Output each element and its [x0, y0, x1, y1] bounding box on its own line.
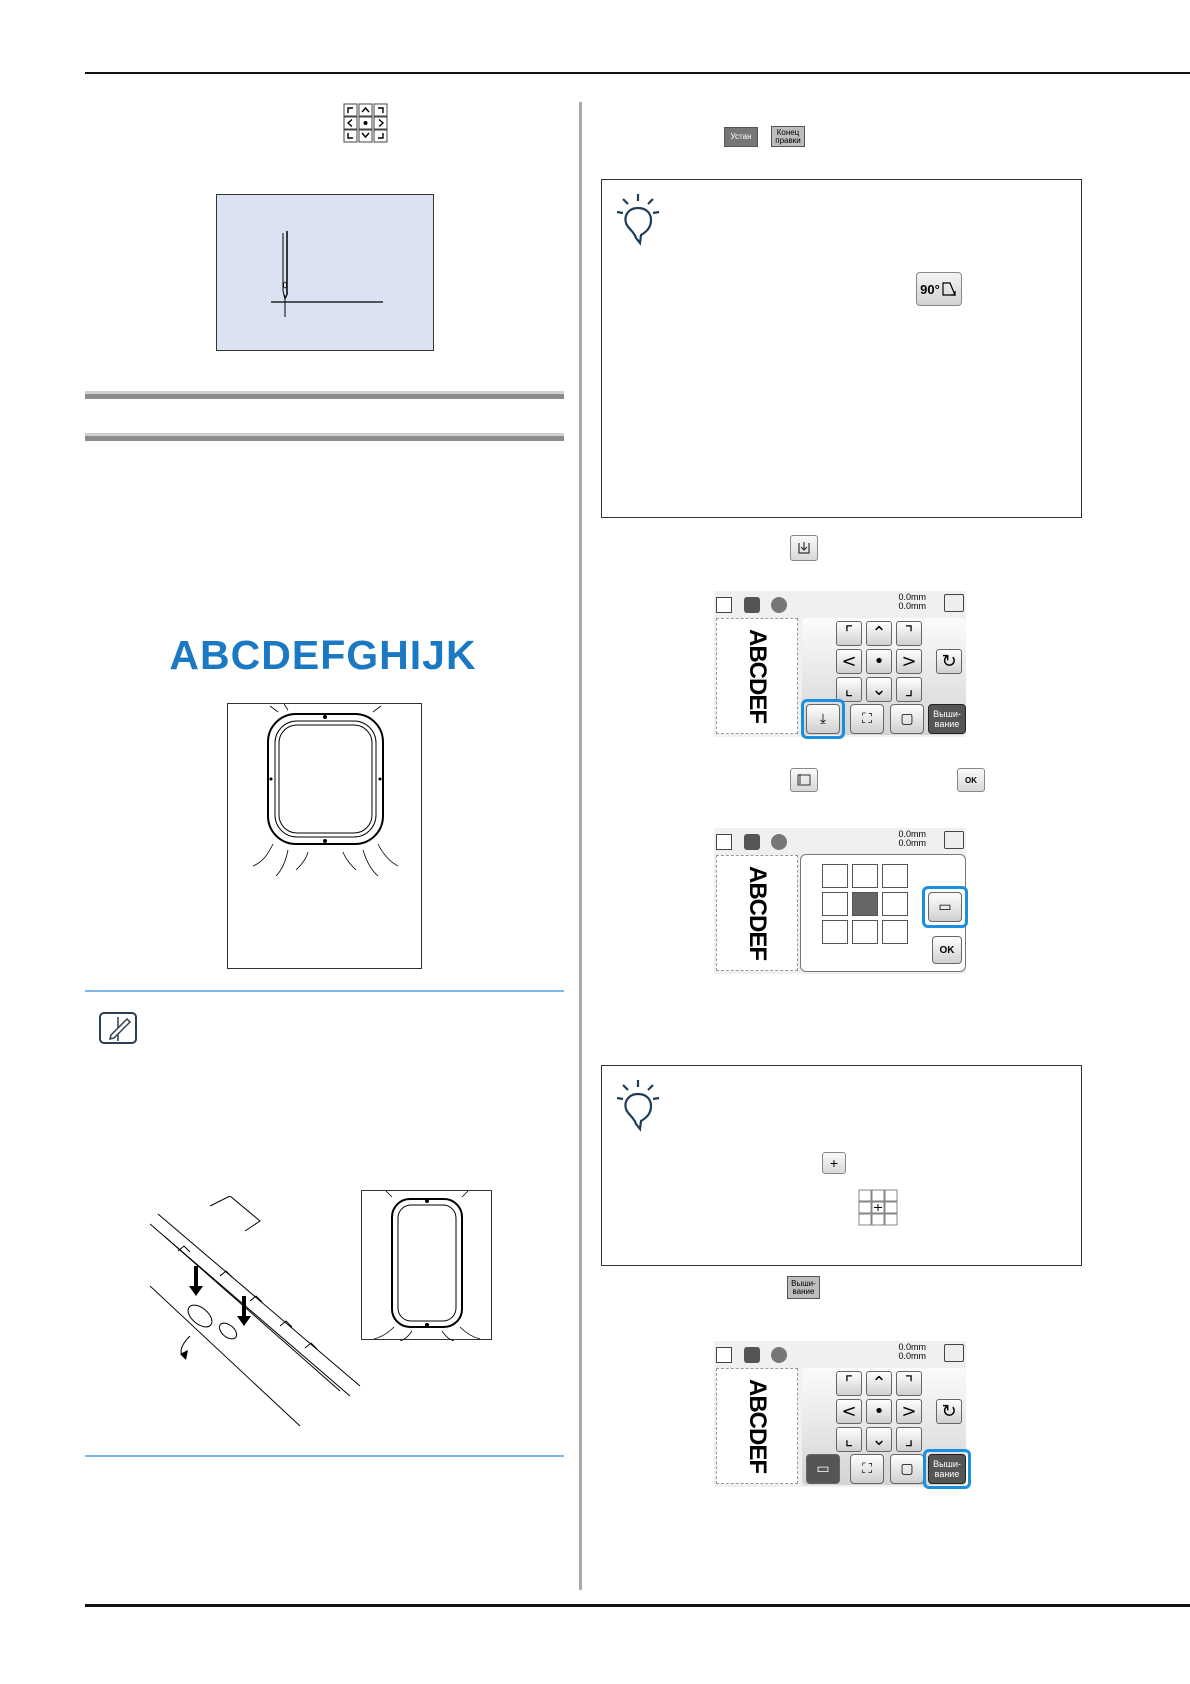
embroidery-button-1[interactable]: Выши- вание	[928, 704, 966, 734]
rotate-90-key-icon: 90°	[916, 272, 962, 306]
move-center-button[interactable]: •	[866, 649, 892, 674]
end-edit-key-icon: Конец правки	[771, 126, 805, 147]
position-readout: 0.0mm 0.0mm	[898, 1342, 926, 1361]
move-right-button[interactable]: >	[896, 1399, 922, 1424]
move-down-left-button[interactable]: ⌞	[836, 1427, 862, 1452]
memo-icon	[97, 1007, 139, 1049]
frame-attach-illustration	[150, 1196, 365, 1426]
design-preview: ABCDEF	[716, 618, 798, 734]
move-up-left-button[interactable]: ⌜	[836, 621, 862, 646]
move-down-left-button[interactable]: ⌞	[836, 677, 862, 702]
bobbin-icon	[771, 597, 787, 613]
column-divider	[579, 102, 582, 1590]
layout-icon	[716, 834, 732, 850]
needle-position-illustration	[216, 194, 434, 351]
start-center-button[interactable]	[852, 892, 878, 916]
start-point-button[interactable]: ▭	[806, 1454, 840, 1484]
frame-icon	[944, 594, 964, 612]
move-up-button[interactable]: ⌃	[866, 621, 892, 646]
note-box-1	[601, 179, 1082, 518]
thread-color-icon	[744, 597, 760, 613]
bobbin-icon	[771, 1347, 787, 1363]
set-key-icon: Устан	[724, 127, 758, 147]
layout-icon	[716, 1347, 732, 1363]
move-down-right-button[interactable]: ⌟	[896, 677, 922, 702]
position-readout: 0.0mm 0.0mm	[898, 592, 926, 611]
basting-button[interactable]: ▢	[890, 1454, 924, 1484]
hoop-illustration	[227, 703, 422, 969]
start-top-right-button[interactable]	[882, 864, 908, 888]
highlight-ring	[922, 886, 968, 928]
frame-icon	[944, 831, 964, 849]
highlight-ring	[801, 699, 845, 739]
move-left-button[interactable]: <	[836, 1399, 862, 1424]
needle-drop-key-icon	[790, 535, 818, 561]
center-point-key-icon: +	[822, 1152, 846, 1174]
move-up-button[interactable]: ⌃	[866, 1371, 892, 1396]
embroidery-button-3[interactable]: Выши- вание	[928, 1454, 966, 1484]
frame-icon	[944, 1344, 964, 1362]
ok-key-icon: OK	[957, 768, 985, 792]
start-top-left-button[interactable]	[822, 864, 848, 888]
lcd-screen-1	[714, 591, 966, 737]
start-middle-right-button[interactable]	[882, 892, 908, 916]
design-preview: ABCDEF	[716, 855, 798, 971]
move-up-right-button[interactable]: ⌝	[896, 621, 922, 646]
memo-top-rule	[85, 990, 564, 992]
start-point-key-icon	[790, 768, 818, 792]
move-right-button[interactable]: >	[896, 649, 922, 674]
trial-button[interactable]: ⛶	[850, 1454, 884, 1484]
small-hoop-illustration	[361, 1190, 492, 1340]
rotate-button[interactable]: ↻	[936, 649, 962, 674]
move-down-right-button[interactable]: ⌟	[896, 1427, 922, 1452]
bobbin-icon	[771, 834, 787, 850]
top-rule	[85, 72, 1190, 74]
ok-button[interactable]: OK	[932, 936, 962, 964]
highlight-ring	[923, 1449, 971, 1489]
start-bottom-right-button[interactable]	[882, 920, 908, 944]
needle-drop-button[interactable]: ⤓	[806, 704, 840, 734]
move-left-button[interactable]: <	[836, 649, 862, 674]
alphabet-sample: ABCDEFGHIJK	[169, 632, 477, 678]
move-center-button[interactable]: •	[866, 1399, 892, 1424]
rotate-arrow-icon	[940, 280, 958, 298]
note-bulb-icon	[614, 190, 662, 246]
set-start-point-button[interactable]: ▭	[928, 892, 962, 922]
memo-bottom-rule	[85, 1455, 564, 1457]
basting-button[interactable]: ▢	[890, 704, 924, 734]
start-point-grid-icon	[858, 1189, 898, 1227]
start-top-center-button[interactable]	[852, 864, 878, 888]
thread-color-icon	[744, 1347, 760, 1363]
embroidery-key-icon: Выши- вание	[787, 1276, 820, 1299]
needle-icon	[217, 195, 435, 352]
rotate-button[interactable]: ↻	[936, 1399, 962, 1424]
move-down-button[interactable]: ⌄	[866, 1427, 892, 1452]
section-band-bottom	[85, 433, 564, 441]
thread-color-icon	[744, 834, 760, 850]
position-readout: 0.0mm 0.0mm	[898, 829, 926, 848]
note-bulb-icon	[614, 1076, 662, 1132]
start-bottom-center-button[interactable]	[852, 920, 878, 944]
design-preview: ABCDEF	[716, 1368, 798, 1484]
trial-button[interactable]: ⛶	[850, 704, 884, 734]
lcd-screen-2	[714, 828, 966, 974]
move-down-button[interactable]: ⌄	[866, 677, 892, 702]
direction-pad-icon	[343, 103, 389, 143]
start-middle-left-button[interactable]	[822, 892, 848, 916]
move-up-right-button[interactable]: ⌝	[896, 1371, 922, 1396]
bottom-rule	[85, 1604, 1190, 1607]
start-bottom-left-button[interactable]	[822, 920, 848, 944]
move-up-left-button[interactable]: ⌜	[836, 1371, 862, 1396]
layout-icon	[716, 597, 732, 613]
lcd-screen-3	[714, 1341, 966, 1487]
section-band-top	[85, 391, 564, 399]
